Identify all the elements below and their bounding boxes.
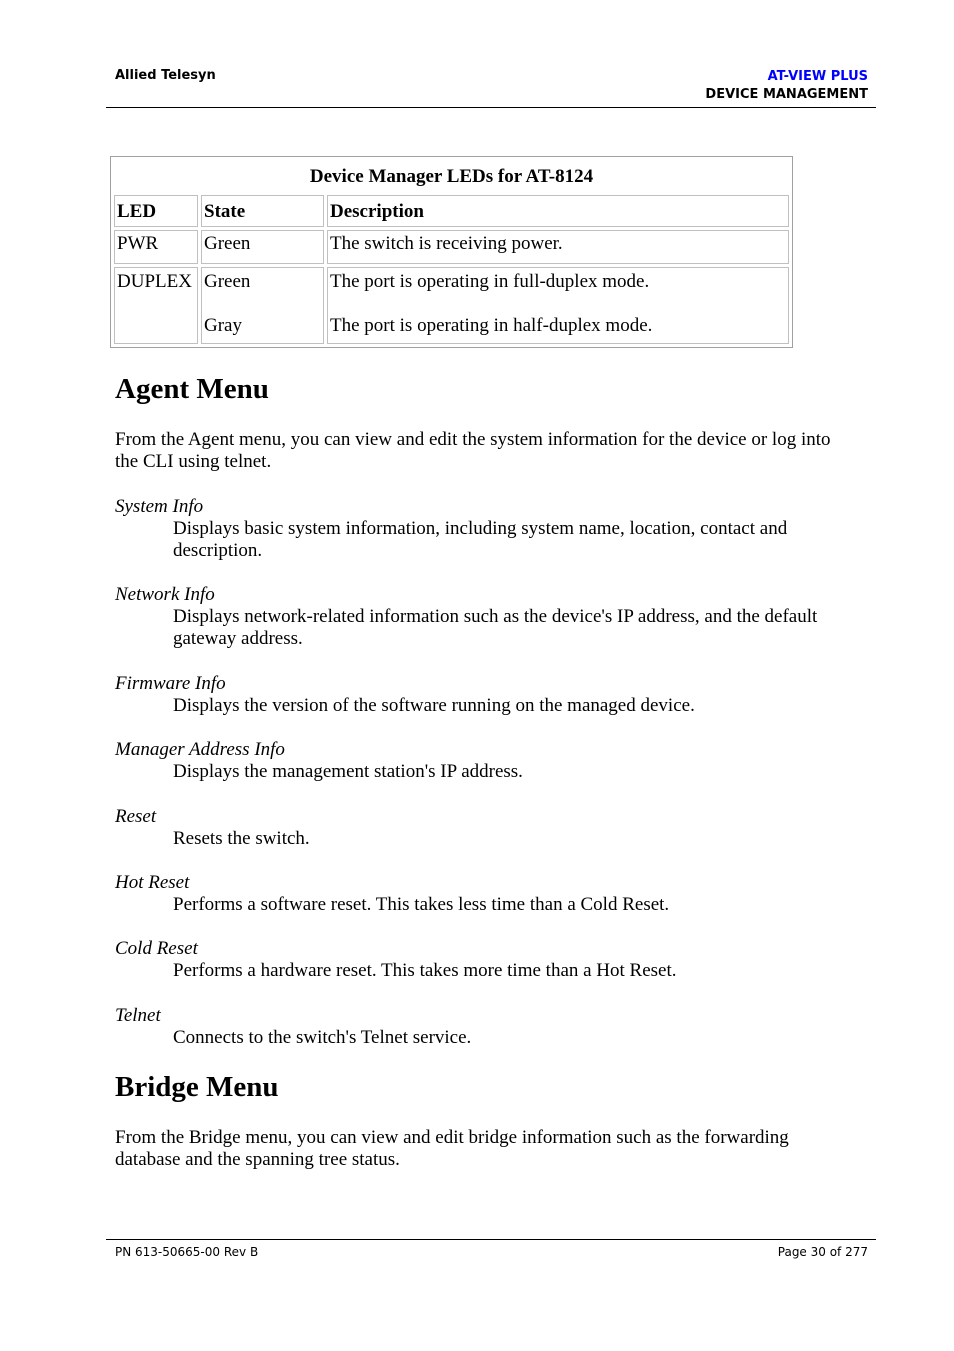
definition-term: Manager Address Info [115,739,285,760]
table-row [114,267,789,344]
document-header [705,68,868,104]
definition-term: Firmware Info [115,673,226,694]
definition-description: Performs a hardware reset. This takes more time than a Hot Reset. [173,960,677,981]
column-header-description: Description [327,195,789,227]
section-title: DEVICE MANAGEMENT [705,87,868,102]
definition-description: Displays network-related information such as the device's IP address, and the default gateway address. [173,606,818,649]
definition-term: Reset [115,806,157,827]
description-value: The port is operating in half-duplex mode. [330,315,653,336]
agent-menu-heading: Agent Menu [115,373,269,405]
led-cell: PWR [114,230,198,264]
header-rule [106,107,876,108]
description-value: The switch is receiving power. [330,233,563,254]
product-title: AT-VIEW PLUS [767,69,868,84]
definition-description: Connects to the switch's Telnet service. [173,1027,472,1048]
state-cell [201,230,324,264]
definition-term: Hot Reset [115,872,190,893]
table-caption: Device Manager LEDs for AT-8124 [309,166,594,187]
bridge-menu-intro: From the Bridge menu, you can view and edit bridge information such as the forwarding database and the spanning tree status. [115,1127,789,1170]
led-table [110,156,793,348]
footer-rule [106,1239,876,1240]
table-header-row [114,195,789,227]
definition-term: Telnet [115,1005,161,1026]
definition-description: Displays the management station's IP address. [173,761,523,782]
column-header-led: LED [114,195,198,227]
definition-description: Performs a software reset. This takes less time than a Cold Reset. [173,894,670,915]
definition-description: Displays the version of the software running on the managed device. [173,695,695,716]
state-value: Green [204,233,251,254]
definition-description: Displays basic system information, including system name, location, contact and description. [173,518,788,561]
page-number: Page 30 of 277 [777,1245,868,1259]
definition-term: System Info [115,496,204,517]
state-value: Green [204,271,251,292]
column-header-state: State [201,195,324,227]
description-cell [327,267,789,344]
state-cell [201,267,324,344]
table-row [114,230,789,264]
bridge-menu-heading: Bridge Menu [115,1071,279,1103]
agent-menu-intro: From the Agent menu, you can view and edit the system information for the device or log into the CLI using telnet. [115,429,831,472]
definition-description: Resets the switch. [173,828,310,849]
definition-term: Cold Reset [115,938,198,959]
state-value: Gray [204,315,242,336]
part-number: PN 613-50665-00 Rev B [115,1245,259,1259]
company-name: Allied Telesyn [115,68,216,83]
description-cell [327,230,789,264]
led-cell: DUPLEX [114,267,198,344]
definition-term: Network Info [115,584,215,605]
description-value: The port is operating in full-duplex mode. [330,271,650,292]
